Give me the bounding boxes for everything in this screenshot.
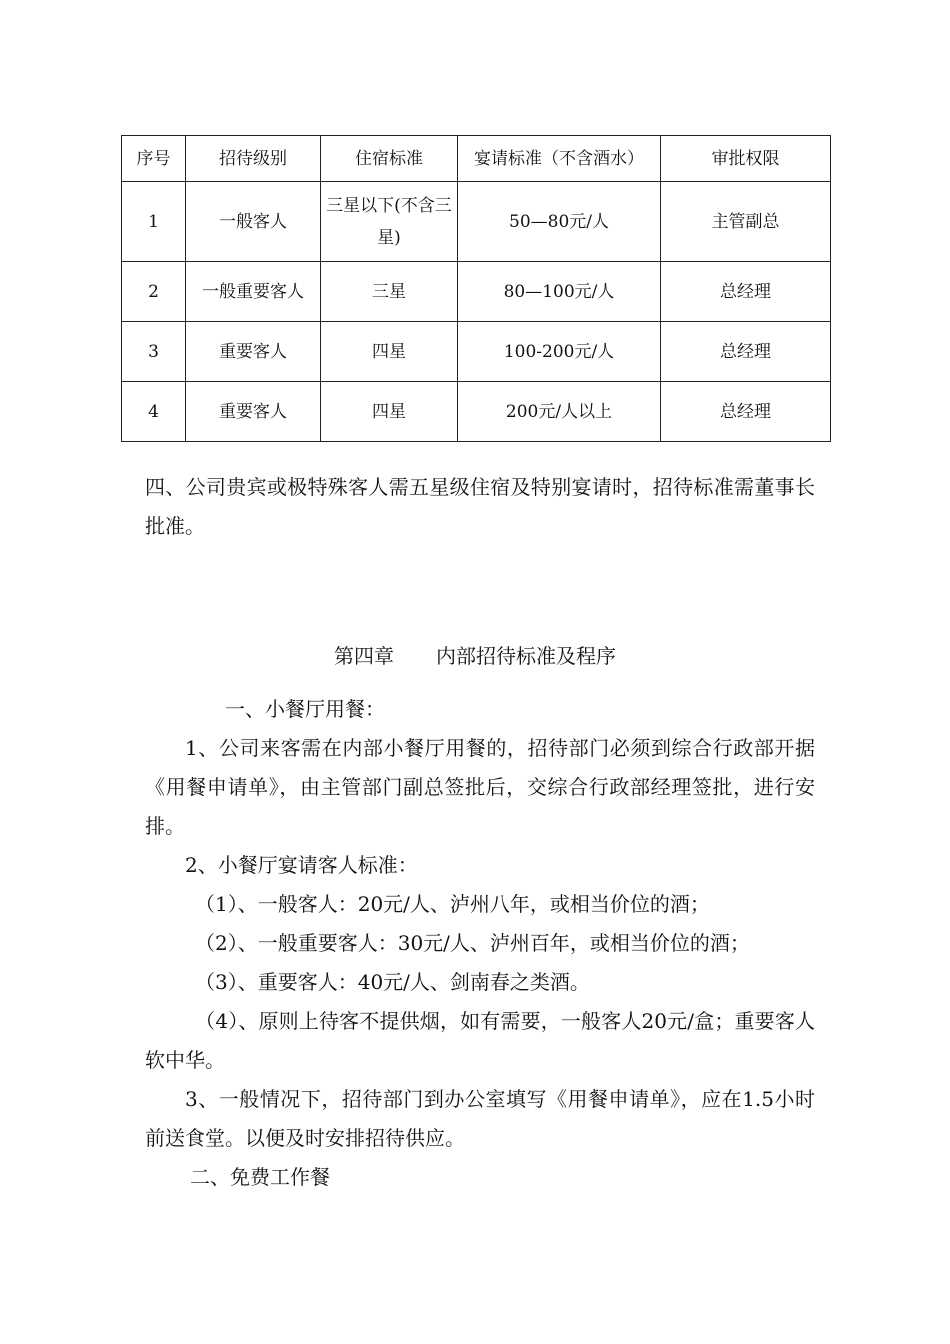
cell-level: 重要客人 [186,322,321,382]
cell-no: 1 [122,182,186,262]
cell-approval: 总经理 [661,262,831,322]
cell-approval: 总经理 [661,382,831,442]
header-no: 序号 [122,136,186,182]
cell-no: 3 [122,322,186,382]
standard-sub-2: （2）、一般重要客人：30元/人、泸州百年，或相当价位的酒； [195,931,750,955]
cell-level: 一般客人 [186,182,321,262]
part-one-heading: 一、小餐厅用餐： [225,697,385,721]
cell-banquet: 80—100元/人 [458,262,661,322]
table-header-row [122,136,831,182]
cell-banquet: 50—80元/人 [458,182,661,262]
table-row [122,182,831,262]
part-two-heading: 二、免费工作餐 [190,1165,330,1189]
cell-lodging: 四星 [321,382,458,442]
table-row [122,382,831,442]
chapter-name: 内部招待标准及程序 [436,644,616,668]
standard-sub-4: （4）、原则上待客不提供烟，如有需要，一般客人20元/盒；重要客人软中华。 [145,1009,815,1072]
item-two-paragraph: 2、小餐厅宴请客人标准： [185,853,418,877]
header-banquet: 宴请标准（不含酒水） [458,136,661,182]
table-row [122,322,831,382]
reception-standard-table [121,135,831,442]
standard-sub-1: （1）、一般客人：20元/人、泸州八年，或相当价位的酒； [195,892,710,916]
chapter-number: 第四章 [334,644,394,668]
section-four-paragraph: 四、公司贵宾或极特殊客人需五星级住宿及特别宴请时，招待标准需董事长批准。 [145,475,815,538]
cell-level: 一般重要客人 [186,262,321,322]
cell-lodging: 三星以下(不含三星) [321,182,458,262]
table-row [122,262,831,322]
cell-lodging: 三星 [321,262,458,322]
item-three-paragraph: 3、一般情况下，招待部门到办公室填写《用餐申请单》，应在1.5小时前送食堂。以便及时安排招待供应。 [145,1087,815,1150]
cell-approval: 主管副总 [661,182,831,262]
cell-level: 重要客人 [186,382,321,442]
header-level: 招待级别 [186,136,321,182]
cell-lodging: 四星 [321,322,458,382]
cell-banquet: 100-200元/人 [458,322,661,382]
standard-sub-3: （3）、重要客人：40元/人、剑南春之类酒。 [195,970,590,994]
header-lodging: 住宿标准 [321,136,458,182]
cell-no: 2 [122,262,186,322]
item-one-paragraph: 1、公司来客需在内部小餐厅用餐的，招待部门必须到综合行政部开据《用餐申请单》，由主管部门副总签批后，交综合行政部经理签批，进行安排。 [145,736,815,838]
header-approval: 审批权限 [661,136,831,182]
chapter-title [0,637,950,676]
cell-banquet: 200元/人以上 [458,382,661,442]
cell-approval: 总经理 [661,322,831,382]
cell-no: 4 [122,382,186,442]
